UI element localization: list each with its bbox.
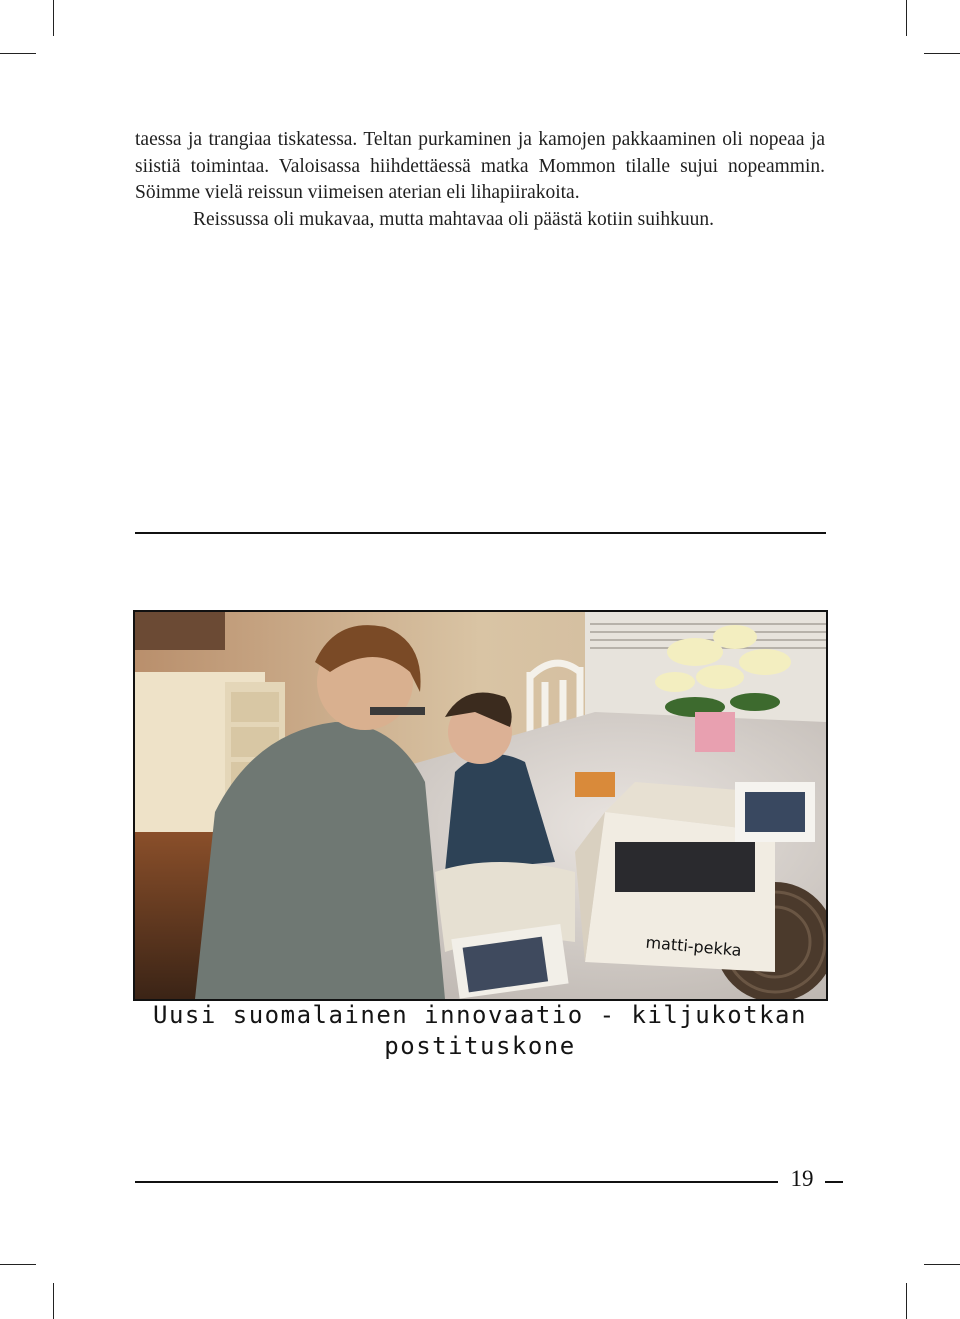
footer-rule-right — [825, 1181, 843, 1183]
crop-mark — [53, 1283, 54, 1319]
photo-caption: Uusi suomalainen innovaatio - kiljukotkan postituskone — [153, 1001, 807, 1060]
section-divider — [135, 532, 826, 534]
paragraph: taessa ja trangiaa tiskatessa. Teltan purkaminen ja kamojen pakkaaminen oli nopeaa ja siistiä toimintaa. Valoisassa hiihdettäessä matka Mommon tilalle sujui nopeammin. Söimme vielä reissun viimeisen aterian eli lihapiirakoita. — [135, 129, 825, 204]
box-label: matti-pekka — [644, 932, 743, 961]
crop-mark — [906, 0, 907, 36]
crop-mark — [924, 1264, 960, 1265]
crop-mark — [53, 0, 54, 36]
crop-mark — [0, 1264, 36, 1265]
page-number: 19 — [790, 1166, 814, 1191]
crop-mark — [906, 1283, 907, 1319]
footer-rule — [135, 1181, 778, 1183]
crop-mark — [924, 53, 960, 54]
body-text — [135, 127, 825, 233]
photo — [133, 610, 828, 1001]
paragraph: Reissussa oli mukavaa, mutta mahtavaa oli päästä kotiin suihkuun. — [193, 208, 714, 230]
crop-mark — [0, 53, 36, 54]
